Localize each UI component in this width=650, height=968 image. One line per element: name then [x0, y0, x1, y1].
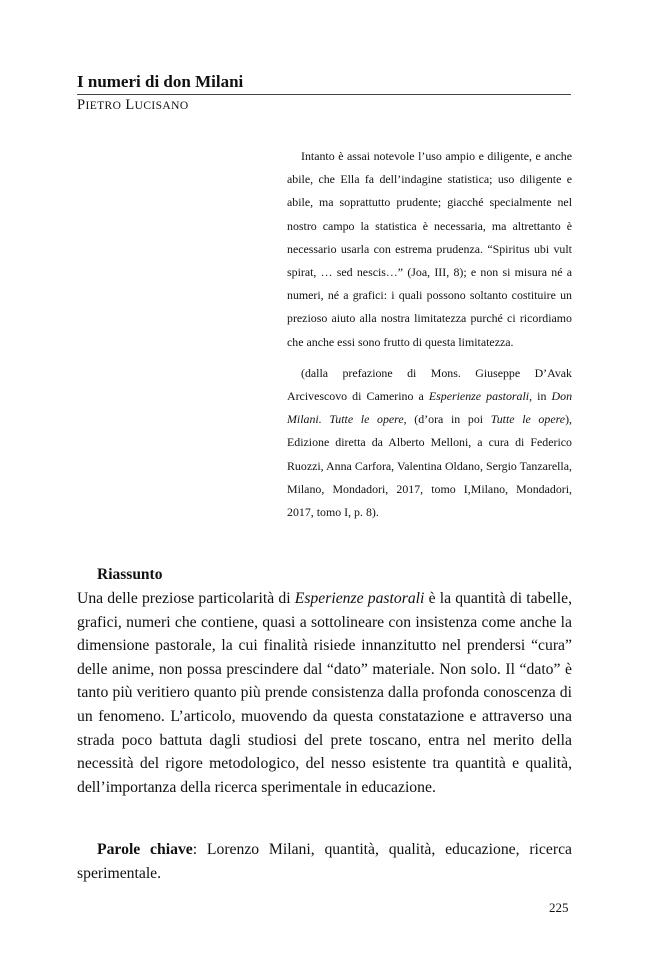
abstract-text-italic: Esperienze pastorali	[294, 590, 425, 607]
article-title: I numeri di don Milani	[77, 72, 244, 91]
source-italic2: Don Milani. Tutte le opere	[287, 389, 573, 427]
author-name	[77, 97, 189, 114]
source-part4: ), Edizione diretta da Alberto Melloni, a cura di Federico Ruozzi, Anna Carfora, Valentina Oldano, Sergio Tanzarella, Milano, Mondadori, 2017, tomo I,Milano, Mondadori, 2017, tomo I, p. 8).	[287, 412, 572, 520]
title-rule	[77, 94, 571, 95]
keywords-text: Lorenzo Milani, quantità, qualità, educazione, ricerca sperimentale.	[77, 841, 572, 882]
source-italic3: Tutte le opere	[490, 412, 566, 427]
abstract-text	[77, 587, 572, 799]
epigraph	[287, 145, 572, 524]
page-number: 225	[549, 900, 569, 915]
author-last-rest: UCISANO	[134, 100, 189, 112]
abstract-heading: Riassunto	[97, 566, 163, 583]
epigraph-source	[287, 362, 572, 524]
author-last-initial: L	[125, 97, 135, 113]
source-part2: , in	[529, 389, 552, 404]
keywords	[77, 838, 572, 885]
epigraph-quote: Intanto è assai notevole l’uso ampio e diligente, e anche abile, che Ella fa dell’indagine statistica; uso diligente e abile, ma soprattutto prudente; giacché specialmente nel nostro campo la statistica è necessaria, ma altrettanto è necessario usarla con estrema prudenza. “Spiritus ubi vult spirat, … sed nescis…” (Joa, III, 8); e non si misura né a numeri, né a grafici: i quali possono soltanto costituire un prezioso aiuto alla nostra limitatezza purché ci ricordiamo che anche essi sono frutto di questa limitatezza.	[287, 149, 572, 349]
abstract-text-before: Una delle preziose particolarità di	[77, 590, 295, 607]
abstract-text-after: è la quantità di tabelle, grafici, numeri che contiene, quasi a sottolineare con insistenza come anche la dimensione pastorale, la cui finalità risiede innanzitutto nel prendersi “cura” delle anime, non possa prescindere dal “dato” materiale. Non solo. Il “dato” è tanto più veritiero quanto più prende consistenza dalla profonda conoscenza di un fenomeno. L’articolo, muovendo da questa constatazione e attraverso una strada poco battuta dagli studiosi del prete toscano, entra nel merito della necessità del rigore metodologico, del nesso esistente tra quantità e qualità, dell’importanza della ricerca sperimentale in educazione.	[77, 590, 573, 796]
keywords-separator: :	[192, 841, 207, 858]
source-italic1: Esperienze pastorali	[428, 389, 530, 404]
source-part3: , (d’ora in poi	[403, 412, 491, 427]
author-first-initial: P	[77, 97, 86, 113]
source-part1: (dalla prefazione di Mons. Giuseppe D’Avak Arcivescovo di Camerino a	[287, 365, 572, 404]
author-first-rest: IETRO	[85, 100, 122, 112]
keywords-label: Parole chiave	[97, 841, 193, 858]
